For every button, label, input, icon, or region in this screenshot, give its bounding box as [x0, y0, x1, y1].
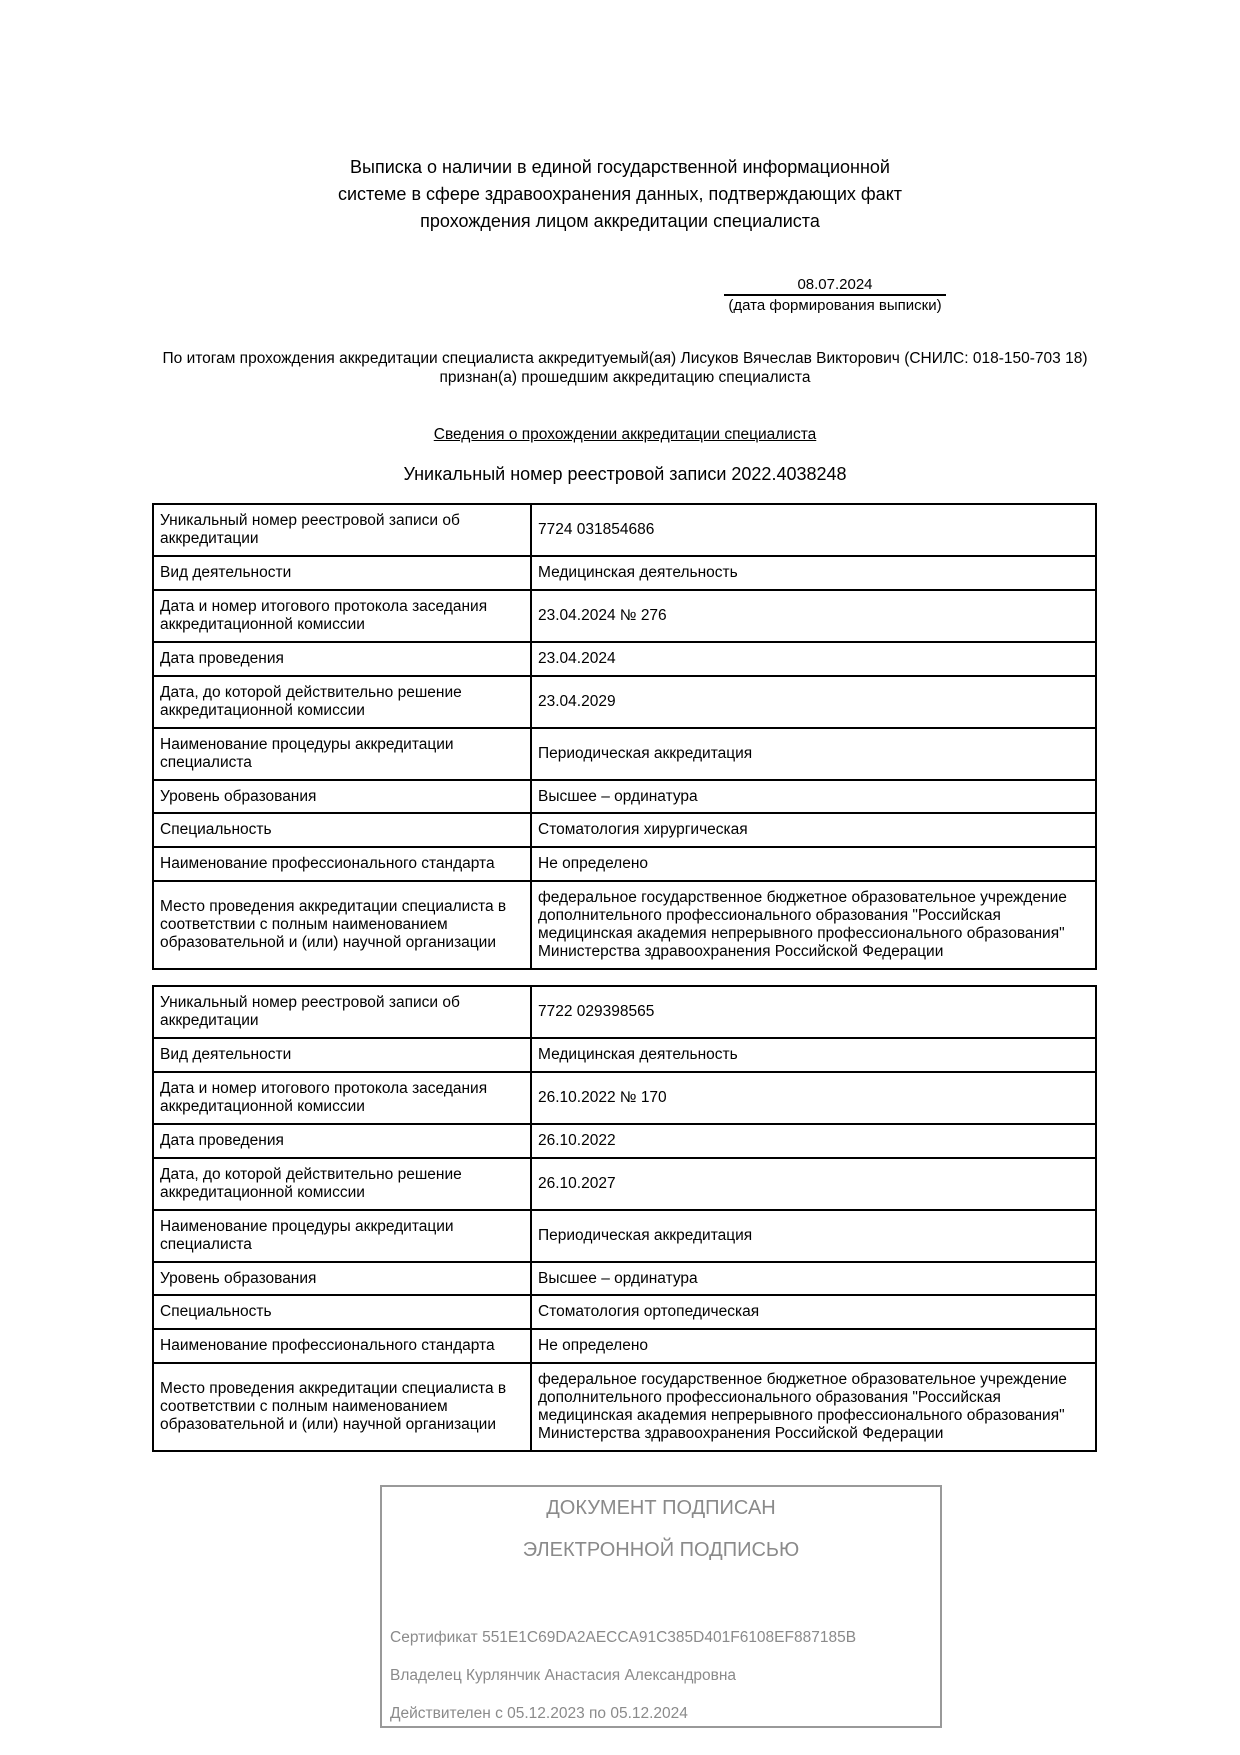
- field-label: Специальность: [153, 813, 531, 847]
- field-label: Дата проведения: [153, 642, 531, 676]
- field-value: Высшее – ординатура: [531, 1262, 1096, 1295]
- accreditation-table-2: [152, 985, 1097, 1452]
- field-label: Дата, до которой действительно решение аккредитационной комиссии: [153, 676, 531, 728]
- field-value: Стоматология ортопедическая: [531, 1295, 1096, 1329]
- field-value: Медицинская деятельность: [531, 556, 1096, 590]
- field-value: 23.04.2024 № 276: [531, 590, 1096, 642]
- field-value: 23.04.2029: [531, 676, 1096, 728]
- stamp-validity: Действителен с 05.12.2023 по 05.12.2024: [390, 1705, 688, 1722]
- field-label: Наименование профессионального стандарта: [153, 1329, 531, 1363]
- registry-number: Уникальный номер реестровой записи 2022.4038248: [403, 464, 847, 484]
- field-label: Уровень образования: [153, 780, 531, 813]
- field-label: Вид деятельности: [153, 556, 531, 590]
- table-row: [153, 642, 1096, 676]
- stamp-line-2: ЭЛЕКТРОННОЙ ПОДПИСЬЮ: [522, 1539, 800, 1561]
- field-value: 26.10.2027: [531, 1158, 1096, 1210]
- field-value: федеральное государственное бюджетное образовательное учреждение дополнительного профессионального образования "Российская медицинская академия непрерывного профессионального образования" Министерства здравоохранения Российской Федерации: [531, 881, 1096, 969]
- table-row: [153, 986, 1096, 1038]
- field-value: 23.04.2024: [531, 642, 1096, 676]
- field-label: Дата и номер итогового протокола заседания аккредитационной комиссии: [153, 1072, 531, 1124]
- accreditation-table-1: [152, 503, 1097, 970]
- title-line: прохождения лицом аккредитации специалиста: [420, 211, 820, 231]
- field-value: федеральное государственное бюджетное образовательное учреждение дополнительного профессионального образования "Российская медицинская академия непрерывного профессионального образования" Министерства здравоохранения Российской Федерации: [531, 1363, 1096, 1451]
- field-label: Уникальный номер реестровой записи об аккредитации: [153, 986, 531, 1038]
- table-row: [153, 1210, 1096, 1262]
- field-label: Место проведения аккредитации специалиста в соответствии с полным наименованием образовательной и (или) научной организации: [153, 1363, 531, 1451]
- table-row: [153, 1363, 1096, 1451]
- title-line: системе в сфере здравоохранения данных, подтверждающих факт: [337, 184, 903, 204]
- table-row: [153, 813, 1096, 847]
- field-label: Уровень образования: [153, 1262, 531, 1295]
- field-value: Не определено: [531, 1329, 1096, 1363]
- table-row: [153, 1038, 1096, 1072]
- field-value: 7722 029398565: [531, 986, 1096, 1038]
- table-row: [153, 504, 1096, 556]
- field-value: Периодическая аккредитация: [531, 1210, 1096, 1262]
- field-label: Уникальный номер реестровой записи об аккредитации: [153, 504, 531, 556]
- issue-date: [720, 276, 950, 314]
- field-label: Наименование профессионального стандарта: [153, 847, 531, 881]
- stamp-line-1: ДОКУМЕНТ ПОДПИСАН: [546, 1497, 776, 1519]
- stamp-owner: Владелец Курлянчик Анастасия Александровна: [390, 1667, 737, 1684]
- field-label: Вид деятельности: [153, 1038, 531, 1072]
- electronic-signature-stamp: [380, 1485, 942, 1728]
- table-row: [153, 590, 1096, 642]
- table-row: [153, 1072, 1096, 1124]
- table-row: [153, 780, 1096, 813]
- field-value: 26.10.2022: [531, 1124, 1096, 1158]
- issue-date-caption: (дата формирования выписки): [728, 297, 942, 314]
- field-value: Медицинская деятельность: [531, 1038, 1096, 1072]
- field-value: 7724 031854686: [531, 504, 1096, 556]
- field-label: Дата и номер итогового протокола заседания аккредитационной комиссии: [153, 590, 531, 642]
- stamp-certificate: Сертификат 551E1C69DA2AECCA91C385D401F6108EF887185B: [390, 1629, 857, 1646]
- table-row: [153, 1262, 1096, 1295]
- table-row: [153, 556, 1096, 590]
- intro-line: признан(а) прошедшим аккредитацию специалиста: [439, 369, 811, 386]
- table-row: [153, 1158, 1096, 1210]
- field-value: Не определено: [531, 847, 1096, 881]
- section-title: Сведения о прохождении аккредитации специалиста: [433, 426, 817, 443]
- field-label: Наименование процедуры аккредитации специалиста: [153, 728, 531, 780]
- field-label: Дата, до которой действительно решение аккредитационной комиссии: [153, 1158, 531, 1210]
- table-row: [153, 728, 1096, 780]
- field-label: Дата проведения: [153, 1124, 531, 1158]
- intro-text: [0, 349, 1240, 387]
- field-value: Периодическая аккредитация: [531, 728, 1096, 780]
- table-row: [153, 1295, 1096, 1329]
- table-row: [153, 676, 1096, 728]
- field-value: Стоматология хирургическая: [531, 813, 1096, 847]
- field-label: Место проведения аккредитации специалиста в соответствии с полным наименованием образовательной и (или) научной организации: [153, 881, 531, 969]
- field-value: 26.10.2022 № 170: [531, 1072, 1096, 1124]
- issue-date-value: 08.07.2024: [724, 276, 946, 296]
- table-row: [153, 847, 1096, 881]
- table-row: [153, 1124, 1096, 1158]
- field-label: Наименование процедуры аккредитации специалиста: [153, 1210, 531, 1262]
- intro-line: По итогам прохождения аккредитации специалиста аккредитуемый(ая) Лисуков Вячеслав Викторович (СНИЛС: 018-150-703 18): [162, 350, 1088, 367]
- table-row: [153, 1329, 1096, 1363]
- field-value: Высшее – ординатура: [531, 780, 1096, 813]
- document-title: [0, 154, 1240, 235]
- field-label: Специальность: [153, 1295, 531, 1329]
- title-line: Выписка о наличии в единой государственной информационной: [350, 157, 890, 177]
- table-row: [153, 881, 1096, 969]
